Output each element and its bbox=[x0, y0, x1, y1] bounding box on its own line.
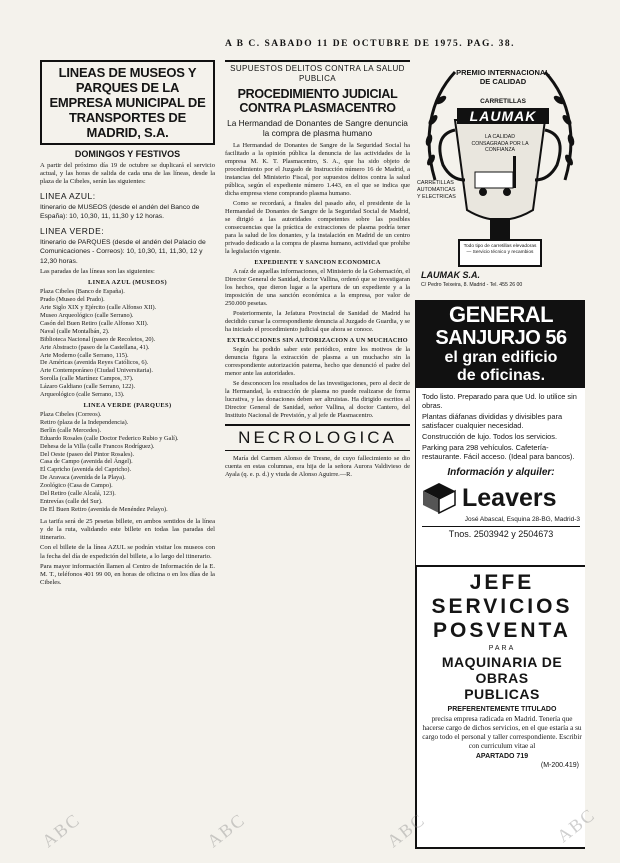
museos-column bbox=[40, 60, 215, 850]
laumak-dealer: Todo tipo de carretillas elevadoras — Servicio técnico y recambios bbox=[463, 244, 537, 255]
sanjurjo-banner bbox=[416, 301, 585, 388]
jefe-para: PARA bbox=[488, 645, 516, 652]
trophy-illustration bbox=[415, 60, 585, 292]
sanjurjo-line2: SANJURJO 56 bbox=[435, 327, 567, 349]
ads-column bbox=[415, 60, 585, 850]
paradas-intro: Las paradas de las líneas son las siguientes: bbox=[40, 268, 155, 276]
leavers-logo-row bbox=[416, 480, 585, 516]
plasma-paragraph: A raíz de aquellas informaciones, el Ministerio de la Gobernación, el Director General de Sanidad, doctor Vallina, ordenó que se investigaran los hechos, que dieron lugar a la apertura de un expediente y a la imposición de una sanción económica a la empresa, por valor de 250.000 pesetas. bbox=[225, 268, 410, 307]
list-item: Arte Siglo XIX y Ejército (calle Alfonso XII). bbox=[40, 304, 157, 312]
abc-watermark: ABC bbox=[383, 808, 430, 852]
forklift-wheel-front bbox=[503, 188, 511, 196]
museos-footer-info: Para mayor información llamen al Centro de Información de la E. M. T., teléfonos 401 99 00, en horas de oficina o en los días de la Cibeles. bbox=[40, 562, 215, 587]
list-item: Eduardo Rosales (calle Doctor Federico Rubio y Galí). bbox=[40, 434, 179, 442]
plasma-paragraph: Según ha podido saber este periódico, entre los motivos de la denuncia figura la extracción de plasma a un muchacho sin la correspondiente autorización paterna, hecho que denunció el padre del menor ante las autoridades. bbox=[225, 346, 410, 377]
list-item: Plaza Cibeles (Banco de España). bbox=[40, 288, 125, 296]
page-masthead: A B C. SABADO 11 DE OCTUBRE DE 1975. PAG. 38. bbox=[224, 39, 516, 49]
list-item: Zoológico (Casa de Campo). bbox=[40, 482, 113, 490]
jefe-maquinaria: MAQUINARIA DE OBRAS bbox=[441, 654, 563, 686]
list-item: De Américas (avenida Reyes Católicos, 6). bbox=[40, 359, 149, 367]
linea-verde-route: Itinerario de PARQUES (desde el andén del Palacio de Comunicaciones - Correos): 10, 10,30, 11, 11,30, 12 y 12,30 horas. bbox=[40, 238, 206, 265]
jefe-reference: (M-200.419) bbox=[540, 762, 579, 769]
necrologica-text: María del Carmen Alonso de Tresne, de cuyo fallecimiento se dio cuenta en estas columnas, era hija de la señora Aurora Valdivieso de Ayala (q. e. p. d.) y viuda de Alonso Aguirre.—R. bbox=[225, 455, 410, 478]
list-item: Construcción de lujo. Todos los servicios. bbox=[422, 432, 558, 441]
azul-stops-list bbox=[40, 288, 215, 399]
museos-footer-billete: Con el billete de la línea AZUL se podrán visitar los museos con la fecha del día de expedición del billete, a lo largo del itinerario. bbox=[40, 544, 215, 560]
list-item: Arte Moderno (calle Serrano, 115). bbox=[40, 351, 129, 359]
plasma-headline: PROCEDIMIENTO JUDICIAL CONTRA PLASMACENTRO bbox=[237, 87, 398, 115]
list-item: Arte Contemporáneo (Ciudad Universitaria). bbox=[40, 367, 153, 375]
list-item: Plaza Cibeles (Correos). bbox=[40, 411, 102, 418]
list-item: Sorolla (calle Martínez Campos, 37). bbox=[40, 375, 134, 383]
plasma-paragraph: Como se recordará, a finales del pasado año, el presidente de la Hermandad de Donantes de Sangre de la Seguridad Social de Madrid, se dirigió a las autoridades competentes sobre las posibles consecuencias que la práctica de extracciones de plasma podría tener para la salud de los donantes, y la instalación en Madrid de un centro privado dedicado a la compra de plasma humano, actividad que prohíbe la legislación vigente. bbox=[225, 200, 410, 255]
list-item: Arte Abstracto (paseo de la Castellana, 41). bbox=[40, 343, 150, 351]
leavers-address: José Abascal, Esquina 28-BG, Madrid-3 bbox=[464, 516, 580, 523]
list-item: Museo Arqueológico (calle Serrano). bbox=[40, 312, 134, 320]
jefe-body: precisa empresa radicada en Madrid. Tenería que hacerse cargo de dichos servicios, en el que estaría a su cargo todo el personal y taller correspondiente. Escribir con curriculum vitae al bbox=[422, 715, 582, 750]
museos-headline: LINEAS DE MUSEOS Y PARQUES DE LA EMPRESA MUNICIPAL DE TRANSPORTES DE MADRID, S.A. bbox=[40, 60, 215, 145]
plasma-column bbox=[225, 60, 410, 850]
list-item: Entrevías (calle del Sur). bbox=[40, 497, 103, 505]
forklift-body bbox=[475, 172, 513, 188]
abc-watermark: ABC bbox=[38, 808, 85, 852]
plasma-deck: La Hermandad de Donantes de Sangre denuncia la compra de plasma humano bbox=[227, 118, 408, 138]
linea-azul-label: LINEA AZUL: bbox=[40, 190, 96, 201]
sanjurjo-line3: el gran edificio bbox=[444, 349, 558, 366]
abc-watermark: ABC bbox=[203, 808, 250, 852]
section-head-extracciones: EXTRACCIONES SIN AUTORIZACION A UN MUCHACHO bbox=[227, 337, 408, 344]
trophy-stem bbox=[490, 218, 510, 240]
museos-footer-tarifa: La tarifa será de 25 pesetas billete, en ambos sentidos de la línea y de la ruta, validando este billete en todas las paradas del itinerario. bbox=[40, 517, 215, 542]
laumak-tagline: LA CALIDAD CONSAGRADA POR LA CONFIANZA bbox=[471, 134, 529, 153]
jefe-line1: JEFE bbox=[469, 571, 535, 594]
forklift-mast bbox=[513, 156, 516, 188]
laumak-address: C/ Pedro Teixeira, 8. Madrid - Tel. 455 26 00 bbox=[421, 282, 523, 288]
laumak-company: LAUMAK S.A. bbox=[421, 270, 480, 280]
sanjurjo-features bbox=[416, 388, 585, 465]
list-item: Dehesa de la Villa (calle Francos Rodríguez). bbox=[40, 442, 155, 450]
sanjurjo-line4: de oficinas. bbox=[456, 367, 546, 384]
laumak-model: CARRETILLAS AUTOMATICAS Y ELECTRICAS bbox=[417, 180, 456, 200]
list-item: Lázaro Galdiano (calle Serrano, 122). bbox=[40, 383, 136, 391]
list-item: El Capricho (avenida del Capricho). bbox=[40, 466, 132, 474]
jefe-line3: POSVENTA bbox=[433, 619, 571, 642]
linea-azul-route: Itinerario de MUSEOS (desde el andén del Banco de España): 10, 10,30, 11, 11,30 y 12 horas. bbox=[40, 203, 200, 221]
list-item: Arqueológico (calle Serrano, 13). bbox=[40, 391, 125, 399]
sanjurjo-info-head: Información y alquiler: bbox=[447, 467, 555, 478]
list-item: Del Retiro (calle Alcalá, 123). bbox=[40, 490, 116, 498]
list-item: De Aravaca (avenida de la Playa). bbox=[40, 474, 126, 482]
museos-intro: A partir del próximo día 19 de octubre se duplicará el servicio actual, y las horas de salida de cada una de las líneas, desde la plaza de la Cibeles, serán las siguientes: bbox=[40, 162, 215, 186]
list-item: Casa de Campo (avenida del Ángel). bbox=[40, 458, 133, 466]
forklift-wheel-rear bbox=[479, 188, 487, 196]
list-item: Prado (Museo del Prado). bbox=[40, 296, 105, 304]
laumak-ad bbox=[415, 60, 585, 292]
jefe-ad bbox=[415, 565, 585, 849]
azul-stops-head: LINEA AZUL (MUSEOS) bbox=[88, 279, 167, 287]
list-item: Todo listo. Preparado para que Ud. lo utilice sin obras. bbox=[422, 392, 577, 410]
list-item: De El Buen Retiro (avenida de Menéndez Pelayo). bbox=[40, 505, 168, 513]
necrologica-title: NECROLOGICA bbox=[225, 424, 410, 451]
jefe-line2: SERVICIOS bbox=[431, 595, 573, 618]
jefe-apartado: APARTADO 719 bbox=[475, 753, 529, 760]
list-item: Naval (calle Montalbán, 2). bbox=[40, 327, 110, 335]
plasma-paragraph: Se desconocen los resultados de las investigaciones, pero al decir de la Hermandad, la extracción de plasma no puede realizarse de forma lucrativa, y las donaciones deben ser altruistas. Ha dirigido escritos al Director General de Sanidad, señor Vallina, al doctor Cantero, del Instituto Nacional de Previsión, y al jefe de Plasmacentro. bbox=[225, 380, 410, 419]
laumak-category: CARRETILLAS bbox=[480, 98, 526, 105]
laumak-brand: LAUMAK bbox=[457, 108, 549, 124]
plasma-paragraph: Posteriormente, la Jefatura Provincial de Sanidad de Madrid ha decidido cursar la correspondiente denuncia al Juzgado de Guardia, y se ha iniciado el procedimiento judicial que ahora se conoce. bbox=[225, 310, 410, 333]
list-item: Casón del Buen Retiro (calle Alfonso XII). bbox=[40, 319, 149, 327]
jefe-publicas: PUBLICAS bbox=[464, 686, 540, 702]
jefe-titulado: PREFERENTEMENTE TITULADO bbox=[447, 706, 557, 713]
verde-stops-head: LINEA VERDE (PARQUES) bbox=[83, 402, 172, 409]
list-item: Biblioteca Nacional (paseo de Recoletos, 20). bbox=[40, 335, 156, 343]
list-item: Del Oeste (paseo del Pintor Rosales). bbox=[40, 450, 135, 458]
leavers-phones: Tnos. 2503942 y 2504673 bbox=[422, 526, 580, 539]
abc-watermark: ABC bbox=[553, 803, 600, 847]
laumak-award-title: PREMIO INTERNACIONAL DE CALIDAD bbox=[456, 68, 550, 86]
museos-subhead: DOMINGOS Y FESTIVOS bbox=[74, 149, 181, 159]
list-item: Parking para 298 vehículos. Cafetería-restaurante. Fácil acceso. (Ideal para bancos). bbox=[422, 443, 575, 461]
list-item: Berlín (calle Mercedes). bbox=[40, 426, 102, 434]
section-head-expediente: EXPEDIENTE Y SANCION ECONOMICA bbox=[254, 259, 381, 266]
verde-stops-list bbox=[40, 411, 215, 514]
plasma-kicker: SUPUESTOS DELITOS CONTRA LA SALUD PUBLICA bbox=[230, 64, 405, 83]
plasma-paragraph: La Hermandad de Donantes de Sangre de la Seguridad Social ha facilitado a la opinión pública la denuncia de las actividades de la empresa M. K. T. Plasmacentro, S. A., que ha sido objeto de procedimiento por el Juzgado de Instrucción número 16 de Madrid, a instancias del Ministerio Fiscal, por supuestos delitos contra la salud pública, según el expediente número 1.443, en el que se indica que dicha empresa viene comprando plasma humano. bbox=[225, 142, 410, 197]
leavers-brand: Leavers bbox=[462, 483, 557, 512]
leavers-cube-icon bbox=[422, 482, 456, 514]
list-item: Retiro (plaza de la Independencia). bbox=[40, 418, 129, 426]
list-item: Plantas diáfanas divididas y divisibles para satisfacer cualquier necesidad. bbox=[422, 412, 563, 430]
sanjurjo-line1: GENERAL bbox=[448, 302, 554, 327]
linea-verde-label: LINEA VERDE: bbox=[40, 225, 105, 236]
